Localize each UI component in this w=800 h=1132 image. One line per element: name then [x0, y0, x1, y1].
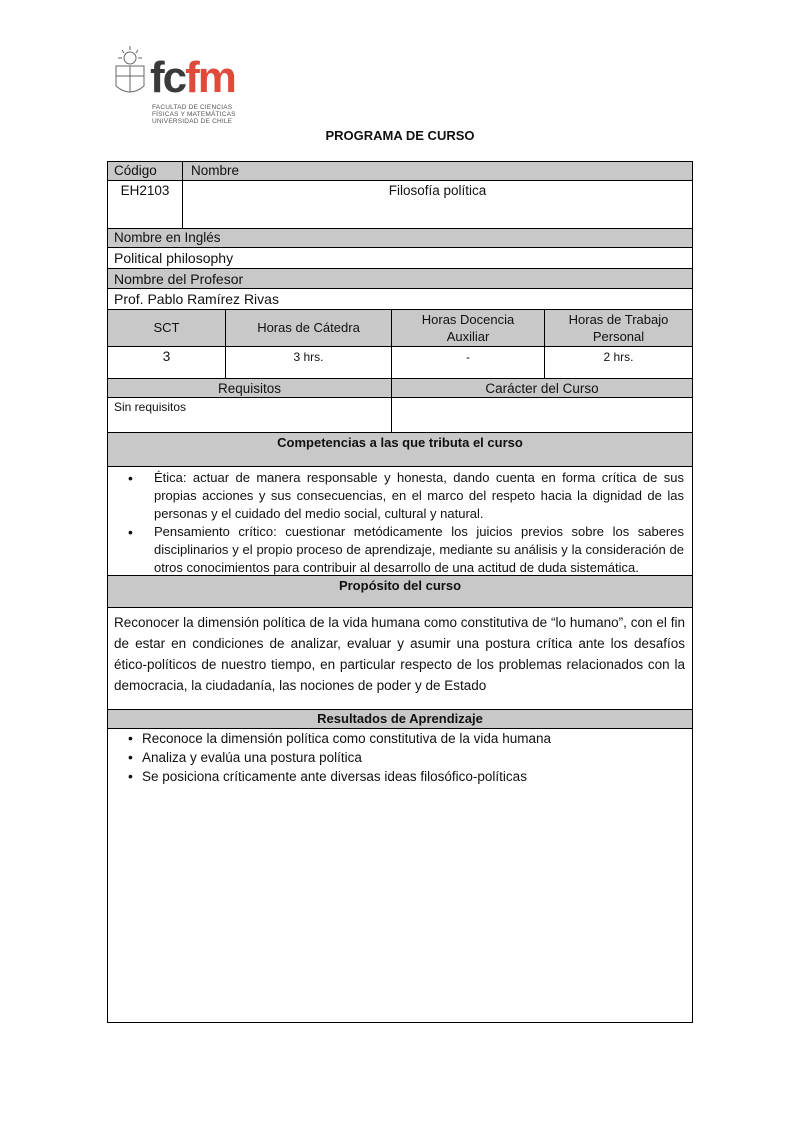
professor-label-row — [108, 269, 692, 289]
faculty-subtitle: FACULTAD DE CIENCIAS FÍSICAS Y MATEMÁTICAS UNIVERSIDAD DE CHILE — [152, 104, 236, 125]
competencias-list — [108, 467, 692, 577]
list-item: • Analiza y evalúa una postura política — [108, 748, 692, 767]
requirements-value-row — [108, 398, 692, 433]
resultados-list — [108, 729, 692, 786]
name-label: Nombre — [182, 162, 692, 180]
list-item: • Ética: actuar de manera responsable y honesta, dando cuenta en forma crítica de sus propias acciones y sus consecuencias, en el marco del respeto hacia la dignidad de las personas y el cuidado del medio social, cultural y natural. — [108, 469, 684, 523]
competencias-body — [108, 467, 692, 576]
competencias-heading: Competencias a las que tributa el curso — [277, 435, 523, 450]
personal-hours-header: Horas de Trabajo Personal — [544, 310, 692, 346]
character-label: Carácter del Curso — [391, 379, 692, 397]
code-label: Código — [114, 163, 157, 178]
catedra-hours-value: 3 hrs. — [225, 347, 391, 378]
professor-name: Prof. Pablo Ramírez Rivas — [114, 291, 279, 307]
course-program-table — [107, 161, 693, 1023]
english-name-label-row — [108, 229, 692, 248]
auxiliar-hours-value: - — [391, 347, 544, 378]
course-code: EH2103 — [120, 183, 170, 198]
character-value — [391, 398, 692, 432]
page-title: PROGRAMA DE CURSO — [325, 128, 475, 143]
list-item: • Reconoce la dimensión política como constitutiva de la vida humana — [108, 729, 692, 748]
proposito-header-row — [108, 576, 692, 608]
english-name-label: Nombre en Inglés — [114, 230, 221, 245]
fcfm-logo — [112, 46, 242, 128]
competencias-header-row — [108, 433, 692, 467]
university-seal-icon — [112, 46, 148, 98]
list-item: • Pensamiento crítico: cuestionar metódicamente los juicios previos sobre los saberes disciplinarios y el propio proceso de aprendizaje, mediante su análisis y la consideración de otros conocimientos para contribuir al desarrollo de una actitud de duda sistemática. — [108, 523, 684, 577]
hours-header-row — [108, 310, 692, 347]
sct-header: SCT — [153, 320, 180, 335]
personal-hours-value: 2 hrs. — [544, 347, 692, 378]
proposito-heading: Propósito del curso — [338, 578, 462, 593]
hours-value-row — [108, 347, 692, 379]
professor-label: Nombre del Profesor — [114, 271, 244, 287]
code-name-value-row — [108, 181, 692, 229]
requirements-header-row — [108, 379, 692, 398]
professor-row — [108, 289, 692, 310]
requirements-label: Requisitos — [217, 381, 282, 396]
resultados-header-row — [108, 710, 692, 729]
code-name-header-row — [108, 162, 692, 181]
english-name-row — [108, 248, 692, 269]
course-name: Filosofía política — [182, 181, 692, 228]
list-item: • Se posiciona críticamente ante diversas ideas filosófico-políticas — [108, 767, 692, 786]
auxiliar-hours-header: Horas Docencia Auxiliar — [391, 310, 544, 346]
proposito-text: Reconocer la dimensión política de la vida humana como constitutiva de “lo humano”, con el fin de estar en condiciones de analizar, evaluar y asumir una postura crítica ante los desafíos ético-políticos de nuestro tiempo, en particular respecto de los problemas relacionados con la democracia, la ciudadanía, las nociones de poder y de Estado — [114, 615, 685, 693]
sct-value: 3 — [162, 349, 171, 364]
english-name: Political philosophy — [114, 250, 234, 266]
requirements-value: Sin requisitos — [114, 400, 187, 414]
resultados-heading: Resultados de Aprendizaje — [317, 711, 483, 726]
fcfm-wordmark: fcfm — [150, 53, 235, 102]
catedra-hours-header: Horas de Cátedra — [225, 310, 391, 346]
resultados-body — [108, 729, 692, 786]
proposito-body — [108, 608, 692, 710]
